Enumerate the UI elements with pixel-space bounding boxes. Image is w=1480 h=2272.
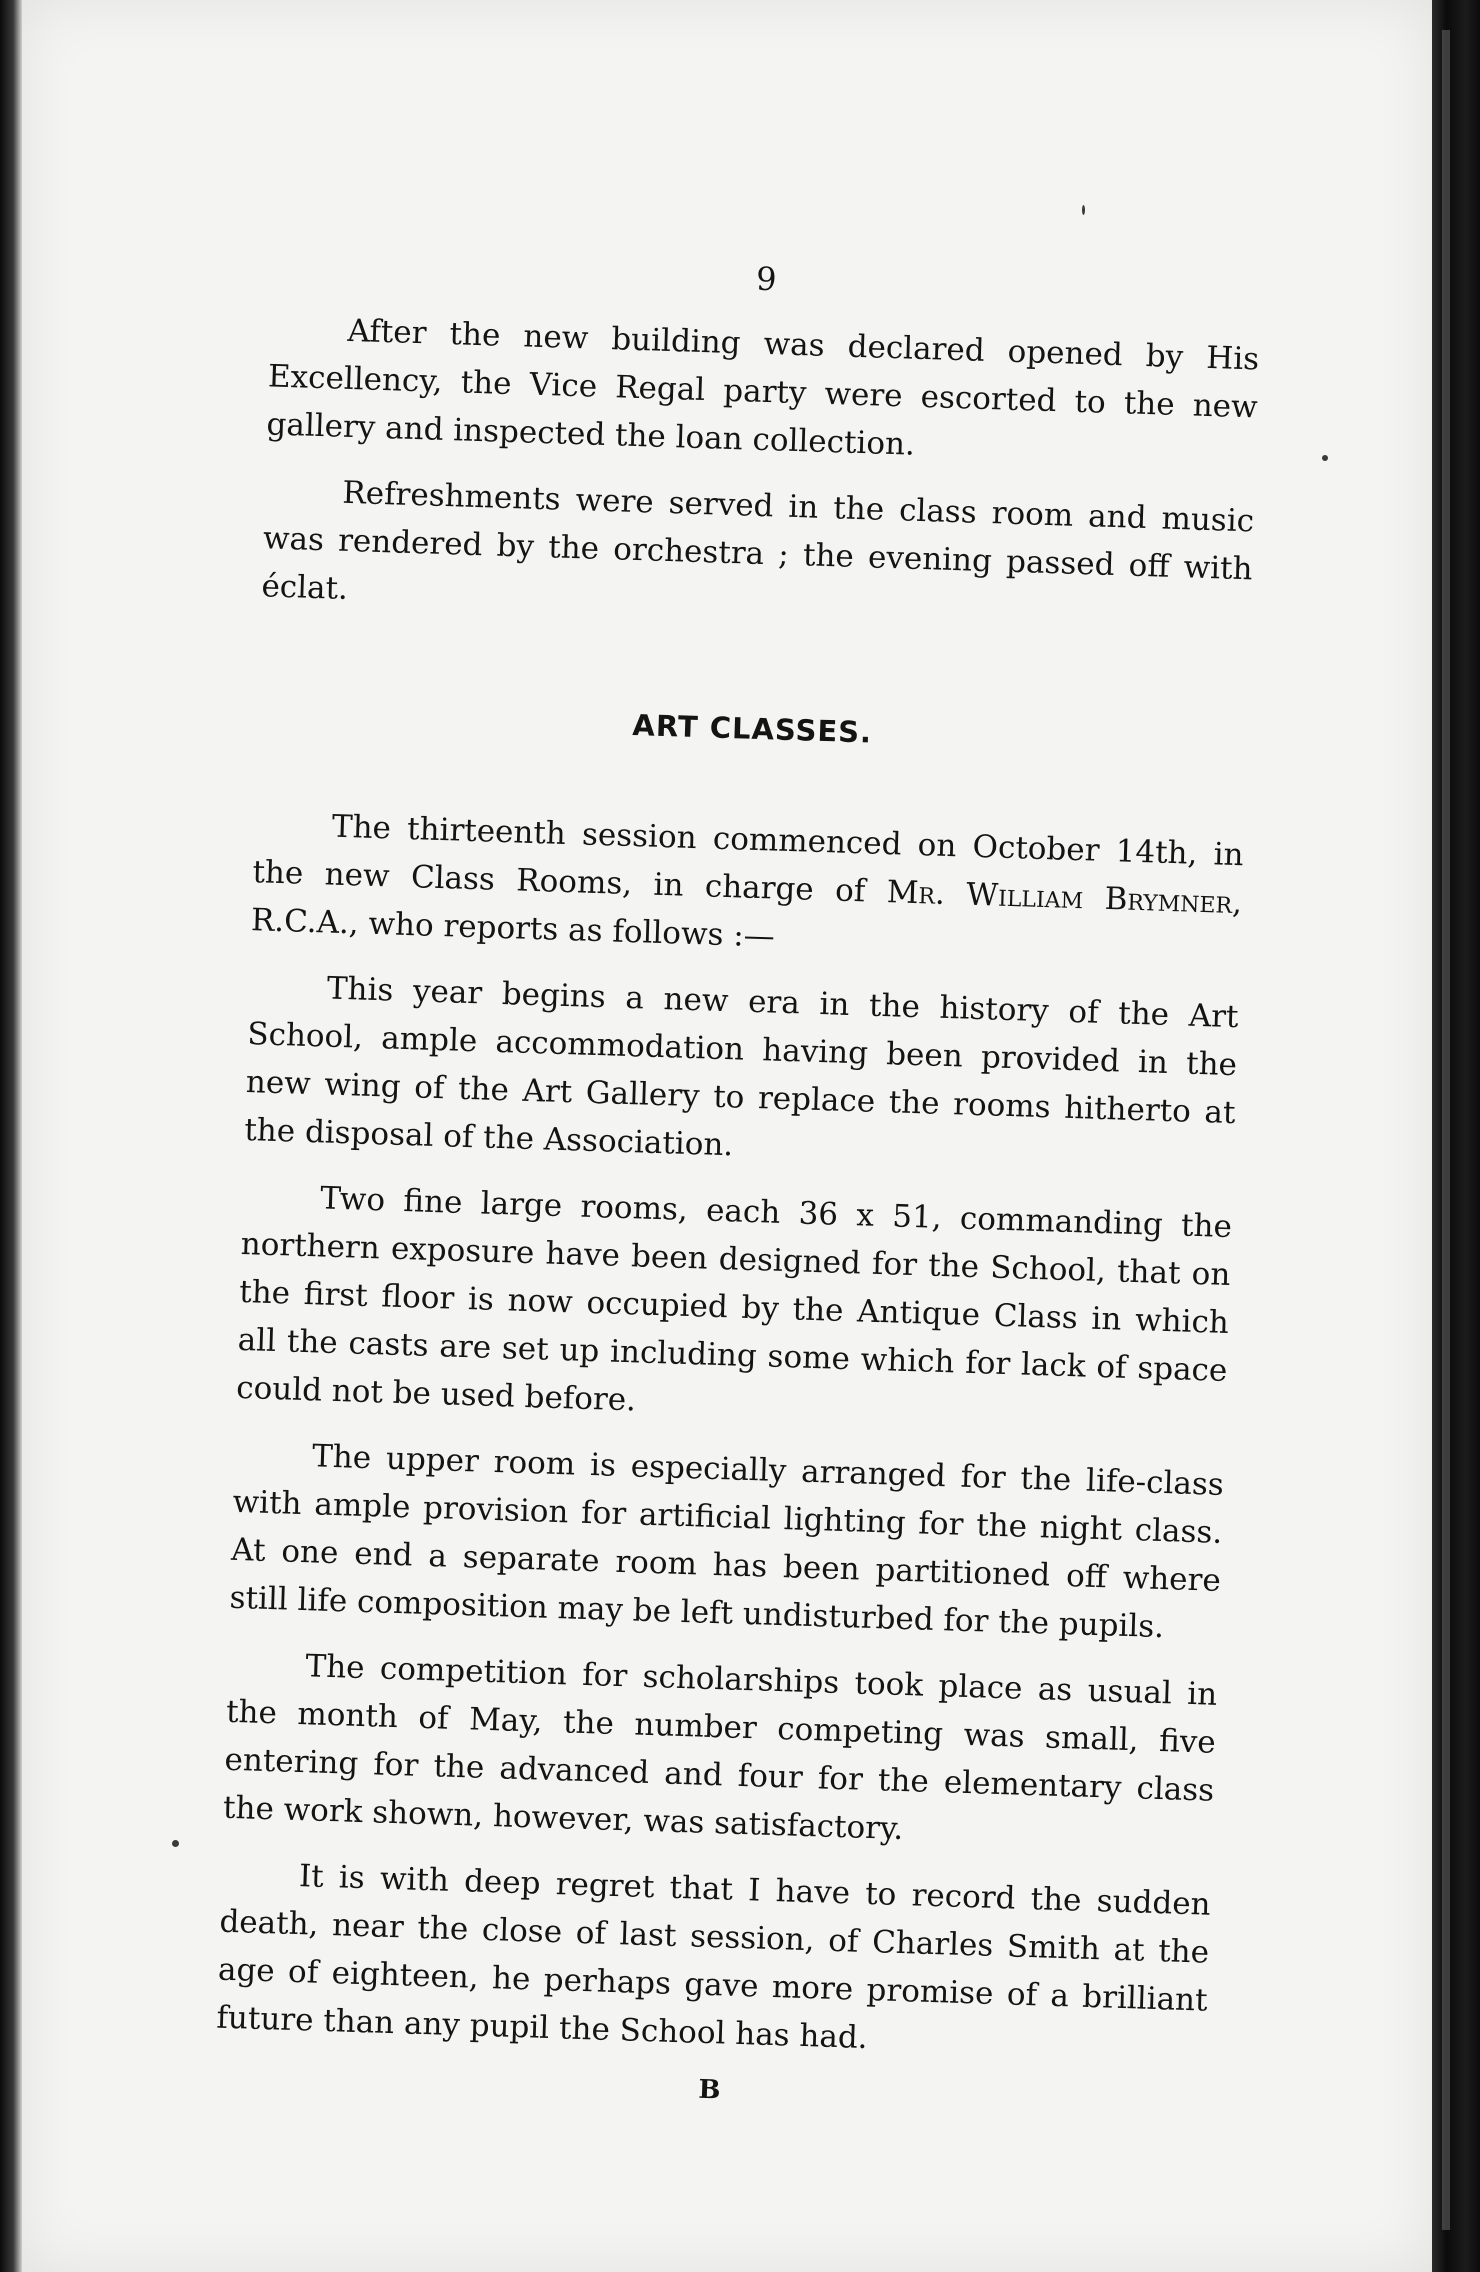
paragraph-opening: After the new building was declared opened by His Excellency, the Vice Regal party were escorted to the new gallery and inspected the loan collection.: [266, 312, 1260, 463]
paragraph-scholarships: The competition for scholarships took place as usual in the month of May, the number competing was small, five entering for the advanced and four for the elementary class the work shown, however, was satisfactory.: [222, 1648, 1218, 1848]
paragraph-rooms: Two fine large rooms, each 36 x 51, commanding the northern exposure have been designed for the School, that on the first floor is now occupied by the Antique Class in which all the casts are set up including some which for lack of space could not be used before.: [235, 1180, 1233, 1419]
session-text-start: The thirteenth session commenced on October 14th, in the new Class Rooms, in charge of: [251, 808, 1245, 911]
ink-speck: [1082, 205, 1085, 215]
ink-speck: [172, 1840, 179, 1847]
ink-speck: [1322, 455, 1328, 461]
paragraph-refreshments: Refreshments were served in the class room and music was rendered by the orchestra ; the evening passed off with éclat.: [260, 474, 1255, 607]
scanner-right-edge: [1432, 0, 1480, 2272]
section-heading: ART CLASSES.: [631, 708, 873, 750]
session-text-end: , R.C.A., who reports as follows :—: [250, 884, 1243, 955]
page-text: [214, 244, 1261, 2120]
paragraph-session: [250, 800, 1244, 975]
book-binding-edge: [0, 0, 22, 2272]
instructor-name: Mr. William Brymner: [886, 874, 1233, 921]
page-number: 9: [755, 259, 778, 299]
paragraph-new-era: This year begins a new era in the history of the Art School, ample accommodation having been provided in the new wing of the Art Gallery to replace the rooms hitherto at the disposal of the Association.: [243, 970, 1240, 1164]
paragraph-upper-room: The upper room is especially arranged for the life-class with ample provision for artificial lighting for the night class. At one end a separate room has been partitioned off where still life composition may be left undisturbed for the pupils.: [229, 1438, 1225, 1646]
paragraph-obituary: It is with deep regret that I have to record the sudden death, near the close of last session, of Charles Smith at the age of eighteen, he perhaps gave more promise of a brilliant future than any pupil the School has had.: [215, 1858, 1212, 2057]
book-page: [22, 0, 1432, 2272]
signature-mark: B: [698, 2074, 721, 2106]
page-edge-strip: [1442, 30, 1450, 2230]
